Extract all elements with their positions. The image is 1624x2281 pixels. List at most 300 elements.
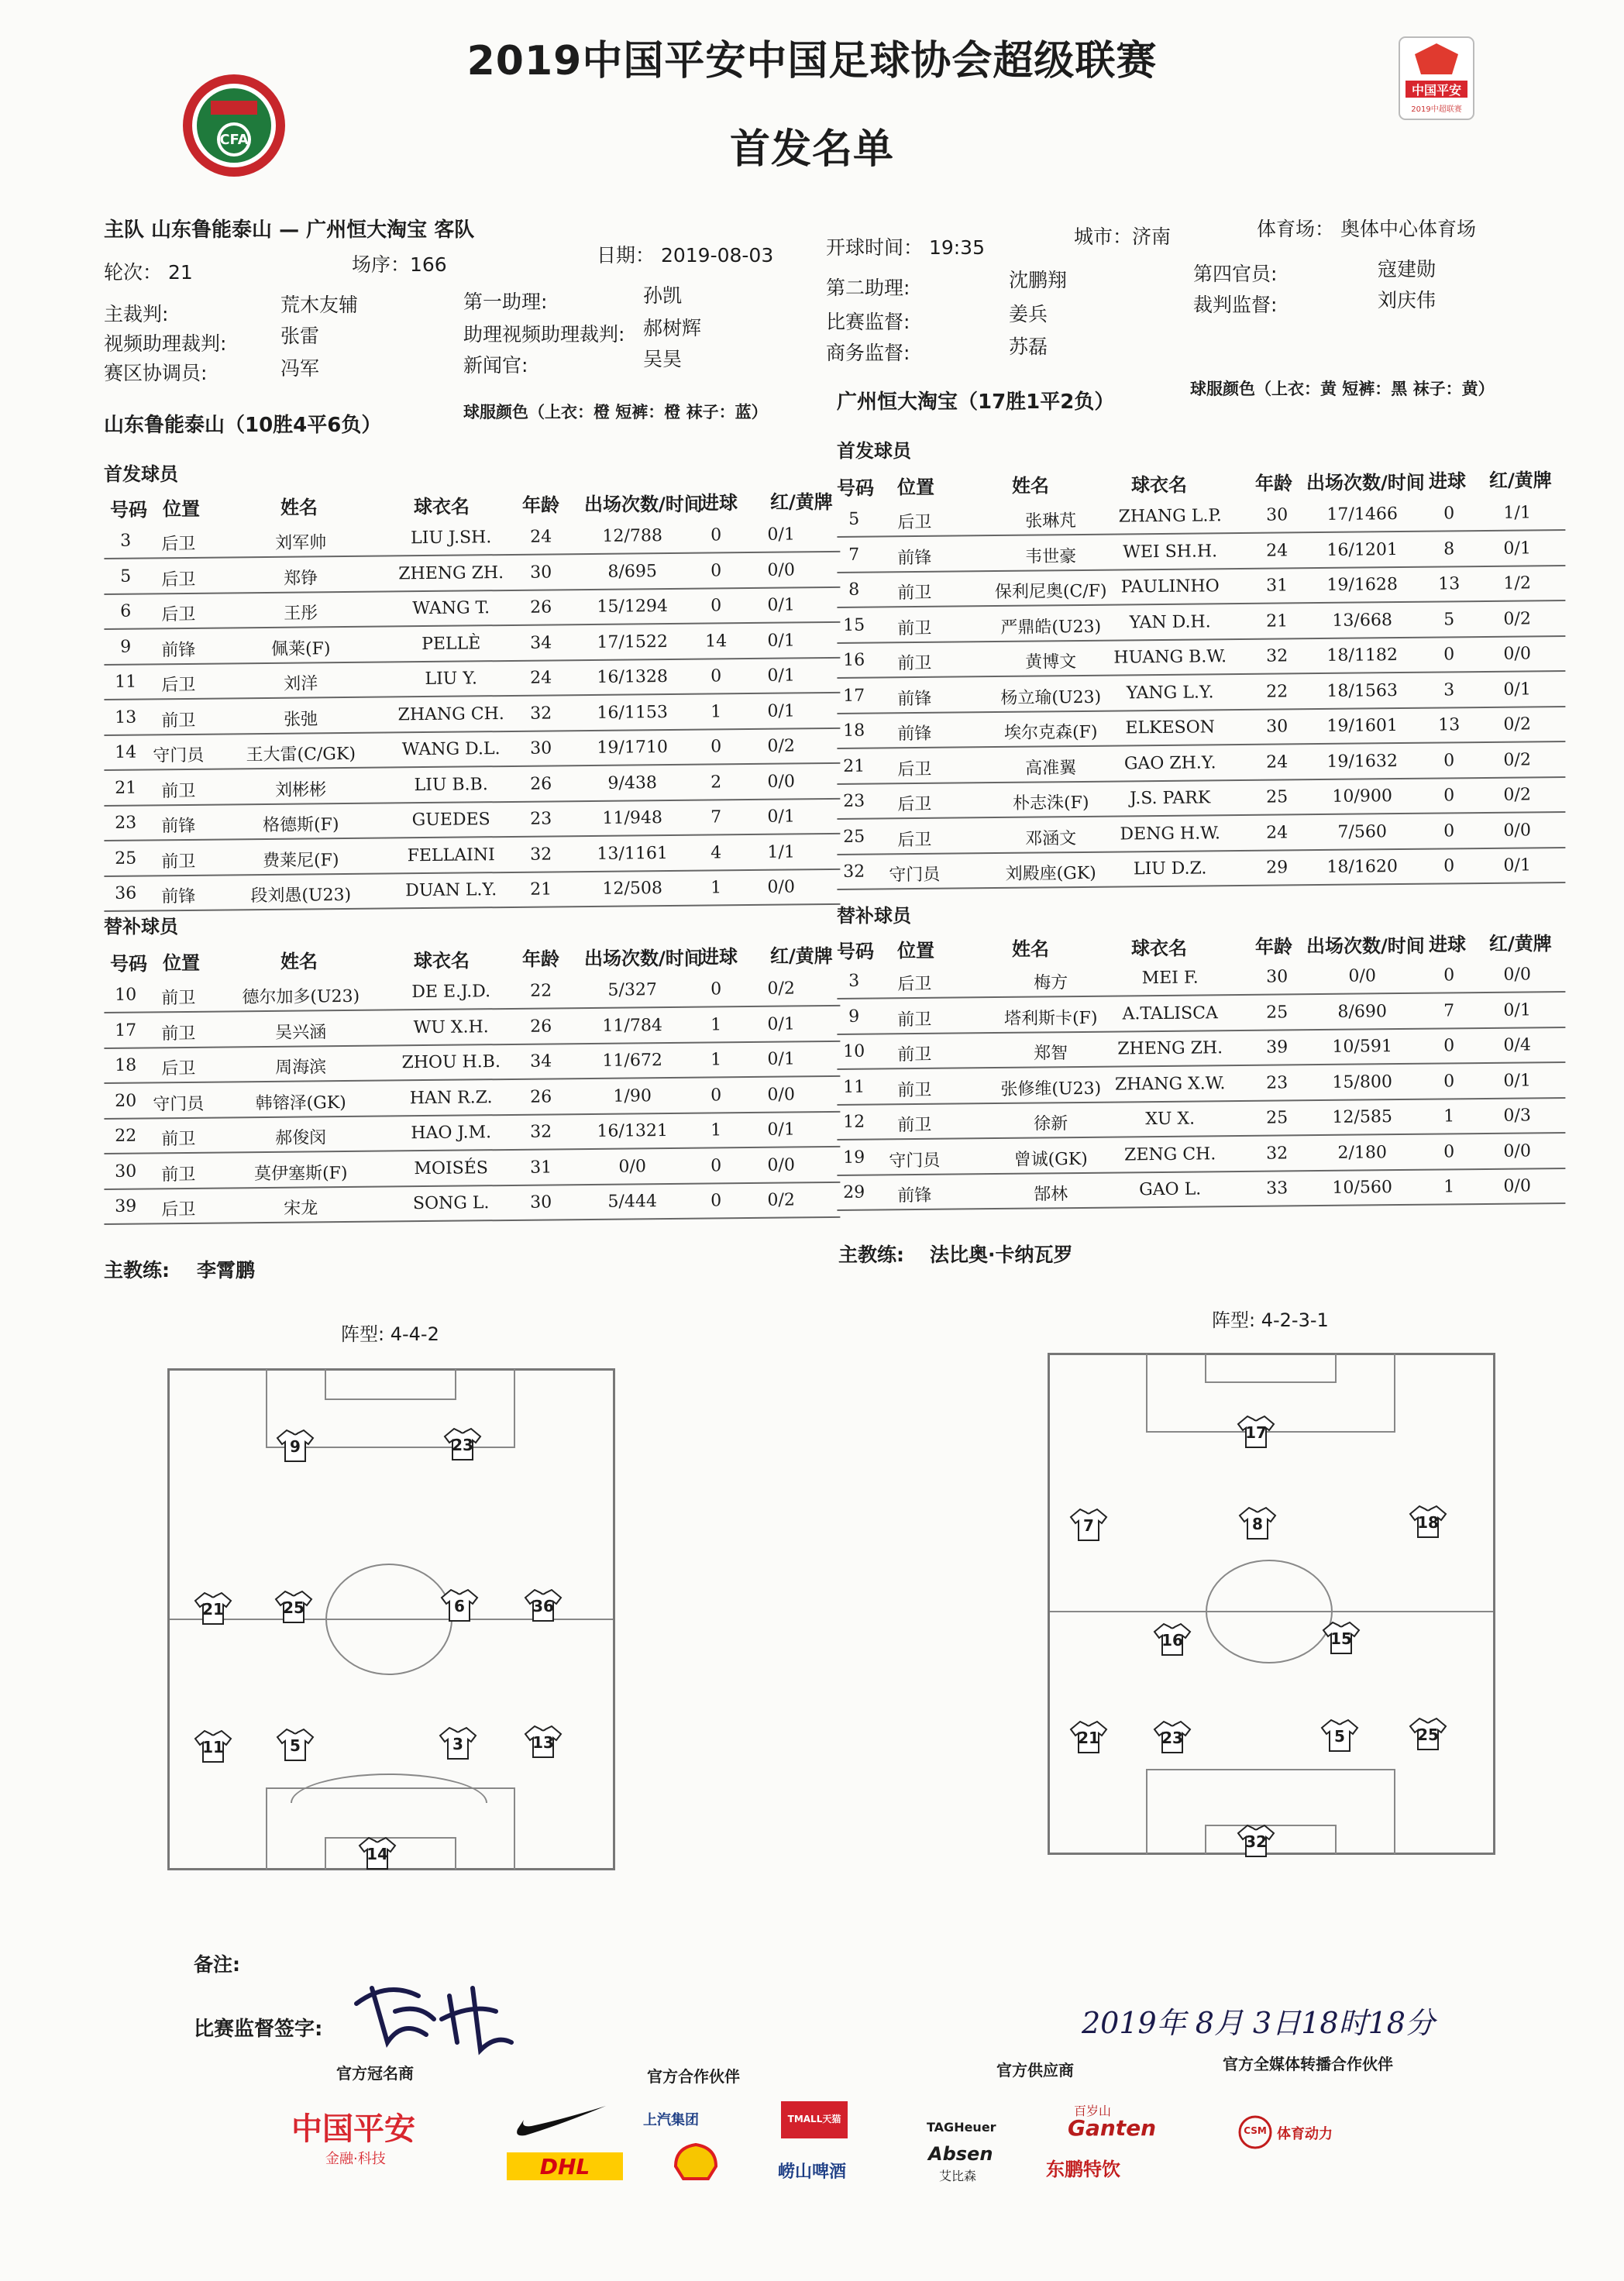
player-cards: 0/2	[767, 1190, 795, 1210]
jersey-number: 21	[202, 1600, 224, 1619]
column-header: 进球	[700, 946, 738, 968]
player-goals: 14	[705, 631, 728, 652]
player-number: 10	[115, 985, 137, 1005]
official-value: 姜兵	[1009, 303, 1048, 325]
player-name: 韩镕泽(GK)	[255, 1092, 346, 1113]
stadium: 体育场： 奥体中心体育场	[1257, 218, 1476, 240]
player-number: 3	[120, 531, 132, 551]
player-age: 25	[1266, 787, 1289, 807]
player-age: 32	[530, 703, 552, 724]
player-number: 29	[843, 1182, 865, 1202]
player-number: 14	[115, 742, 137, 762]
player-number: 22	[115, 1126, 137, 1146]
player-cards: 0/1	[1503, 855, 1531, 876]
saic-logo: 上汽集团	[643, 2112, 699, 2128]
player-position: 守门员	[153, 1094, 205, 1114]
column-header: 号码	[837, 477, 874, 499]
player-goals: 0	[1443, 1036, 1455, 1056]
player-position: 前卫	[161, 1165, 196, 1185]
player-cards: 1/2	[1503, 573, 1531, 593]
player-number: 17	[843, 686, 865, 706]
jersey-number: 25	[283, 1598, 304, 1617]
player-apps: 10/560	[1332, 1178, 1393, 1198]
player-name: 严鼎皓(U23)	[1000, 617, 1102, 638]
column-header: 姓名	[1012, 475, 1049, 497]
away-jersey-icon	[1153, 1622, 1192, 1657]
away-jersey-icon	[1320, 1718, 1359, 1753]
player-age: 30	[1266, 717, 1289, 737]
home-coach-label: 主教练:	[104, 1259, 170, 1282]
jersey-number: 13	[532, 1733, 554, 1752]
player-apps: 17/1522	[597, 631, 669, 652]
home-jersey-icon	[276, 1728, 315, 1762]
absen-sub: 艾比森	[939, 2169, 977, 2183]
player-apps: 12/585	[1332, 1107, 1393, 1127]
player-cards: 0/4	[1503, 1035, 1531, 1055]
player-age: 30	[530, 1192, 552, 1213]
player-shirt-name: WANG T.	[412, 598, 490, 619]
player-position: 后卫	[161, 675, 196, 696]
column-header: 姓名	[1012, 938, 1049, 960]
player-age: 23	[530, 809, 552, 829]
home-coach: 李霄鹏	[197, 1259, 256, 1282]
player-goals: 1	[710, 1120, 722, 1140]
column-header: 年龄	[522, 494, 559, 516]
player-apps: 1/90	[613, 1085, 652, 1106]
player-cards: 0/2	[767, 736, 795, 756]
player-goals: 0	[1443, 750, 1455, 770]
player-name: 徐新	[1034, 1114, 1068, 1134]
player-number: 17	[115, 1020, 137, 1041]
player-number: 5	[848, 509, 860, 529]
home-formation: 阵型: 4-4-2	[341, 1323, 439, 1345]
player-position: 前卫	[161, 781, 196, 801]
player-shirt-name: ELKESON	[1125, 717, 1216, 738]
player-cards: 0/2	[767, 979, 795, 999]
player-number: 32	[843, 862, 865, 882]
column-header: 出场次数/时间	[584, 947, 703, 969]
away-jersey-icon	[1238, 1506, 1277, 1540]
player-age: 24	[530, 668, 552, 688]
player-apps: 15/800	[1332, 1072, 1393, 1092]
player-position: 前卫	[161, 1129, 196, 1150]
away-subs-label: 替补球员	[837, 905, 911, 927]
tagheuer-logo: TAGHeuer	[927, 2120, 996, 2135]
away-starters-label: 首发球员	[837, 440, 911, 462]
player-cards: 0/0	[1503, 644, 1531, 664]
player-age: 34	[530, 632, 552, 653]
player-name: 张弛	[284, 709, 318, 730]
player-cards: 0/0	[1503, 1140, 1531, 1161]
player-position: 后卫	[897, 974, 932, 995]
column-header: 红/黄牌	[1489, 932, 1552, 955]
player-shirt-name: GAO L.	[1139, 1179, 1202, 1200]
player-apps: 15/1294	[597, 597, 669, 617]
player-cards: 0/2	[1503, 608, 1531, 629]
player-position: 后卫	[161, 1058, 196, 1079]
player-goals: 1	[1443, 1177, 1455, 1197]
player-apps: 17/1466	[1326, 504, 1399, 525]
jersey-number: 25	[1417, 1725, 1439, 1744]
player-age: 26	[530, 773, 552, 794]
away-jersey-icon	[1069, 1720, 1108, 1754]
player-cards: 0/1	[767, 700, 795, 721]
player-shirt-name: SONG L.	[412, 1193, 490, 1214]
player-number: 9	[848, 1006, 860, 1027]
official-label: 助理视频助理裁判:	[463, 323, 625, 346]
player-number: 8	[848, 580, 860, 600]
player-apps: 16/1201	[1326, 539, 1399, 560]
sponsor-label: 官方合作伙伴	[647, 2067, 740, 2086]
player-shirt-name: FELLAINI	[407, 845, 495, 865]
nike-swoosh-icon	[514, 2103, 607, 2138]
player-name: 德尔加多(U23)	[242, 986, 360, 1008]
csl-badge	[1398, 36, 1475, 121]
player-goals: 0	[1443, 965, 1455, 986]
jersey-number: 17	[1245, 1423, 1267, 1442]
player-position: 前卫	[897, 1044, 932, 1065]
player-apps: 12/508	[602, 879, 663, 899]
player-number: 16	[843, 650, 865, 670]
notes-label: 备注:	[194, 1953, 240, 1976]
jersey-number: 23	[1161, 1729, 1183, 1747]
round: 轮次： 21	[104, 261, 193, 284]
official-label: 主裁判:	[104, 303, 169, 325]
player-goals: 4	[710, 842, 722, 862]
player-age: 32	[530, 1122, 552, 1142]
player-apps: 0/0	[618, 1156, 647, 1177]
player-age: 26	[530, 597, 552, 618]
player-goals: 0	[710, 1085, 722, 1105]
player-name: 韦世豪	[1025, 546, 1077, 567]
table-row	[837, 1168, 1565, 1211]
player-cards: 0/1	[767, 1120, 795, 1140]
player-name: 埃尔克森(F)	[1003, 722, 1098, 743]
player-position: 前卫	[161, 988, 196, 1009]
player-number: 36	[115, 883, 137, 903]
player-number: 30	[115, 1161, 137, 1182]
csl-badge-text: 中国平安	[1411, 83, 1461, 98]
player-position: 前卫	[161, 710, 196, 731]
away-jersey-icon	[1237, 1824, 1275, 1858]
player-number: 5	[120, 566, 132, 587]
official-label: 比赛监督:	[826, 311, 910, 333]
csm-logo-text: CSM	[1244, 2125, 1267, 2136]
home-jersey-icon	[276, 1429, 315, 1463]
ganten-top: 百岁山	[1074, 2104, 1112, 2118]
player-name: 段刘愚(U23)	[250, 885, 352, 907]
player-shirt-name: ZHANG L.P.	[1118, 506, 1222, 527]
player-goals: 0	[1443, 1071, 1455, 1091]
player-number: 20	[115, 1091, 137, 1111]
player-name: 莫伊塞斯(F)	[253, 1163, 348, 1184]
player-name: 曾诚(GK)	[1013, 1149, 1088, 1170]
player-position: 后卫	[897, 830, 932, 850]
dongpeng-logo: 东鹏特饮	[1046, 2159, 1120, 2180]
home-jersey-icon	[524, 1725, 563, 1759]
player-cards: 0/0	[1503, 820, 1531, 841]
player-age: 24	[1266, 822, 1289, 843]
player-age: 33	[1266, 1178, 1289, 1199]
column-header: 年龄	[522, 948, 559, 970]
sponsor-label: 官方冠名商	[336, 2064, 414, 2083]
official-label: 裁判监督:	[1193, 294, 1278, 316]
match-order: 场序：166	[352, 253, 447, 276]
csm-text: 体育动力	[1277, 2126, 1333, 2142]
jersey-number: 36	[532, 1597, 554, 1615]
tmall-logo	[781, 2101, 848, 2138]
player-cards: 0/3	[1503, 1106, 1531, 1126]
player-apps: 19/1628	[1326, 575, 1399, 595]
player-shirt-name: ZHANG CH.	[397, 704, 504, 724]
city: 城市：济南	[1074, 225, 1172, 248]
player-position: 前锋	[897, 1185, 932, 1206]
player-goals: 1	[1443, 1106, 1455, 1127]
player-cards: 0/0	[767, 877, 795, 897]
player-cards: 0/0	[767, 771, 795, 792]
player-age: 31	[530, 1157, 552, 1178]
player-number: 7	[848, 545, 860, 565]
official-label: 商务监督:	[826, 342, 910, 364]
player-position: 后卫	[897, 759, 932, 779]
column-header: 红/黄牌	[770, 490, 833, 513]
player-apps: 18/1620	[1326, 857, 1399, 877]
jersey-number: 8	[1252, 1515, 1263, 1533]
player-position: 前卫	[897, 1080, 932, 1100]
player-position: 前卫	[897, 583, 932, 604]
column-header: 红/黄牌	[1489, 469, 1552, 491]
away-jersey-icon	[1153, 1720, 1192, 1754]
player-goals: 0	[710, 979, 722, 999]
player-apps: 11/784	[602, 1015, 663, 1036]
player-shirt-name: J.S. PARK	[1130, 788, 1211, 809]
player-cards: 0/2	[1503, 714, 1531, 735]
column-header: 球衣名	[414, 495, 470, 518]
jersey-number: 15	[1330, 1629, 1352, 1648]
player-cards: 0/1	[767, 595, 795, 615]
player-age: 34	[530, 1051, 552, 1072]
player-shirt-name: ZHENG ZH.	[398, 563, 504, 583]
jersey-number: 18	[1417, 1513, 1439, 1532]
player-goals: 0	[1443, 1141, 1455, 1161]
player-apps: 16/1321	[597, 1121, 669, 1141]
jersey-number: 3	[452, 1735, 463, 1753]
player-name: 郜林	[1034, 1185, 1068, 1205]
player-age: 39	[1266, 1037, 1289, 1058]
player-shirt-name: ZHENG ZH.	[1117, 1038, 1223, 1059]
player-name: 宋龙	[284, 1199, 318, 1219]
player-name: 格德斯(F)	[262, 815, 339, 836]
player-goals: 7	[710, 807, 722, 827]
home-jersey-icon	[439, 1726, 477, 1760]
player-position: 前卫	[897, 618, 932, 638]
player-cards: 0/1	[767, 630, 795, 651]
player-apps: 8/690	[1337, 1001, 1388, 1022]
player-age: 25	[1266, 1002, 1289, 1023]
jersey-number: 23	[452, 1436, 473, 1454]
player-age: 32	[1266, 646, 1289, 666]
player-goals: 5	[1443, 609, 1455, 629]
player-number: 23	[115, 813, 137, 833]
player-number: 18	[115, 1055, 137, 1075]
player-age: 23	[1266, 1072, 1289, 1093]
ganten-logo: Ganten	[1068, 2115, 1157, 2141]
player-goals: 0	[1443, 821, 1455, 841]
column-header: 位置	[897, 476, 934, 498]
player-shirt-name: DENG H.W.	[1120, 823, 1221, 844]
column-header: 进球	[1429, 934, 1466, 955]
official-label: 第一助理:	[463, 291, 548, 313]
player-name: 吴兴涵	[275, 1022, 327, 1043]
player-shirt-name: DUAN L.Y.	[405, 880, 497, 901]
player-position: 前卫	[161, 1024, 196, 1044]
player-position: 前锋	[161, 886, 196, 907]
player-goals: 2	[710, 772, 722, 792]
player-position: 前锋	[161, 640, 196, 660]
player-apps: 18/1182	[1326, 645, 1399, 666]
player-age: 30	[1266, 967, 1289, 987]
official-value: 沈鹏翔	[1009, 269, 1068, 291]
player-shirt-name: GAO ZH.Y.	[1123, 752, 1216, 773]
player-age: 31	[1266, 576, 1289, 596]
player-apps: 16/1153	[597, 702, 669, 723]
player-cards: 0/1	[767, 807, 795, 827]
csl-badge-sub: 2019中超联赛	[1411, 105, 1462, 114]
player-apps: 10/591	[1332, 1037, 1393, 1057]
column-header: 球衣名	[1131, 473, 1187, 496]
player-goals: 0	[710, 666, 722, 686]
player-goals: 1	[710, 1014, 722, 1034]
player-number: 3	[848, 971, 860, 991]
player-goals: 0	[1443, 786, 1455, 806]
player-age: 22	[530, 981, 552, 1001]
column-header: 年龄	[1255, 936, 1292, 958]
player-shirt-name: ZHOU H.B.	[401, 1052, 501, 1073]
player-shirt-name: LIU D.Z.	[1133, 858, 1207, 879]
player-cards: 0/0	[1503, 1176, 1531, 1196]
player-number: 10	[843, 1041, 865, 1061]
player-age: 24	[1266, 540, 1289, 561]
player-shirt-name: MOISÉS	[414, 1158, 489, 1178]
player-goals: 13	[1438, 574, 1461, 594]
kickoff: 开球时间： 19:35	[826, 236, 985, 259]
player-age: 30	[1266, 505, 1289, 525]
player-position: 后卫	[161, 604, 196, 625]
player-cards: 0/1	[767, 1049, 795, 1069]
away-coach: 法比奥·卡纳瓦罗	[930, 1244, 1073, 1266]
player-apps: 19/1710	[597, 738, 669, 758]
away-coach-label: 主教练:	[838, 1244, 904, 1266]
player-number: 21	[115, 778, 137, 798]
player-position: 前卫	[897, 653, 932, 674]
home-subs-label: 替补球员	[104, 916, 178, 938]
player-name: 杨立瑜(U23)	[1000, 687, 1102, 708]
player-number: 18	[843, 721, 865, 741]
player-goals: 0	[710, 525, 722, 545]
tmall-logo-text: TMALL天猫	[787, 2114, 841, 2124]
jersey-number: 5	[1334, 1727, 1345, 1746]
player-number: 21	[843, 756, 865, 776]
player-number: 13	[115, 707, 137, 728]
jersey-number: 9	[290, 1437, 301, 1456]
player-apps: 13/668	[1332, 610, 1393, 631]
column-header: 出场次数/时间	[1306, 471, 1425, 494]
official-label: 新闻官:	[463, 354, 528, 377]
column-header: 红/黄牌	[770, 944, 833, 967]
player-number: 25	[115, 848, 137, 869]
player-cards: 0/1	[767, 666, 795, 686]
player-shirt-name: YANG L.Y.	[1126, 682, 1214, 703]
column-header: 进球	[700, 492, 738, 514]
official-value: 寇建勋	[1378, 258, 1436, 280]
official-value: 冯军	[280, 357, 320, 380]
player-number: 23	[843, 791, 865, 811]
player-age: 26	[530, 1086, 552, 1107]
jersey-number: 32	[1245, 1832, 1267, 1851]
dhl-logo	[507, 2152, 623, 2180]
player-name: 刘殿座(GK)	[1005, 863, 1096, 884]
player-shirt-name: XU X.	[1145, 1109, 1196, 1130]
official-label: 视频助理裁判:	[104, 332, 227, 355]
player-name: 保利尼奥(C/F)	[994, 581, 1107, 603]
player-position: 守门员	[889, 1151, 941, 1171]
player-name: 高准翼	[1025, 758, 1077, 779]
jersey-number: 11	[202, 1738, 224, 1756]
player-name: 邓涵文	[1025, 828, 1077, 849]
player-name: 郑智	[1034, 1044, 1068, 1064]
player-position: 后卫	[161, 1199, 196, 1220]
player-cards: 1/1	[767, 841, 795, 862]
player-shirt-name: ZENG CH.	[1123, 1144, 1216, 1165]
player-apps: 11/672	[602, 1051, 663, 1071]
player-number: 39	[115, 1196, 137, 1216]
column-header: 年龄	[1255, 473, 1292, 494]
player-name: 郑铮	[284, 568, 318, 589]
player-apps: 12/788	[602, 526, 663, 546]
player-apps: 9/438	[607, 772, 658, 793]
player-number: 25	[843, 827, 865, 847]
jersey-number: 5	[290, 1736, 301, 1755]
player-goals: 3	[1443, 679, 1455, 700]
shell-logo-icon	[674, 2143, 717, 2180]
official-value: 吴昊	[643, 348, 683, 370]
column-header: 号码	[110, 499, 147, 521]
player-cards: 0/1	[1503, 999, 1531, 1020]
official-value: 郝树辉	[643, 317, 702, 339]
player-shirt-name: HAO J.M.	[411, 1123, 492, 1144]
player-name: 张修维(U23)	[1000, 1079, 1102, 1099]
player-apps: 2/180	[1337, 1142, 1388, 1163]
column-header: 位置	[897, 939, 934, 962]
player-position: 后卫	[897, 794, 932, 815]
player-age: 29	[1266, 858, 1289, 878]
home-jersey-icon	[358, 1836, 397, 1870]
player-name: 费莱尼(F)	[262, 850, 339, 871]
player-cards: 0/1	[1503, 1070, 1531, 1091]
player-position: 前锋	[161, 816, 196, 837]
player-shirt-name: A.TALISCA	[1122, 1003, 1218, 1024]
player-apps: 5/444	[607, 1192, 658, 1212]
player-age: 32	[1266, 1143, 1289, 1164]
player-goals: 0	[1443, 856, 1455, 876]
player-position: 守门员	[153, 745, 205, 766]
player-age: 21	[530, 879, 552, 900]
laoshan-logo: 崂山啤酒	[778, 2162, 847, 2182]
dhl-logo-text: DHL	[539, 2154, 590, 2180]
column-header: 出场次数/时间	[1306, 934, 1425, 957]
away-formation: 阵型: 4-2-3-1	[1212, 1309, 1329, 1331]
player-position: 前卫	[897, 1010, 932, 1030]
